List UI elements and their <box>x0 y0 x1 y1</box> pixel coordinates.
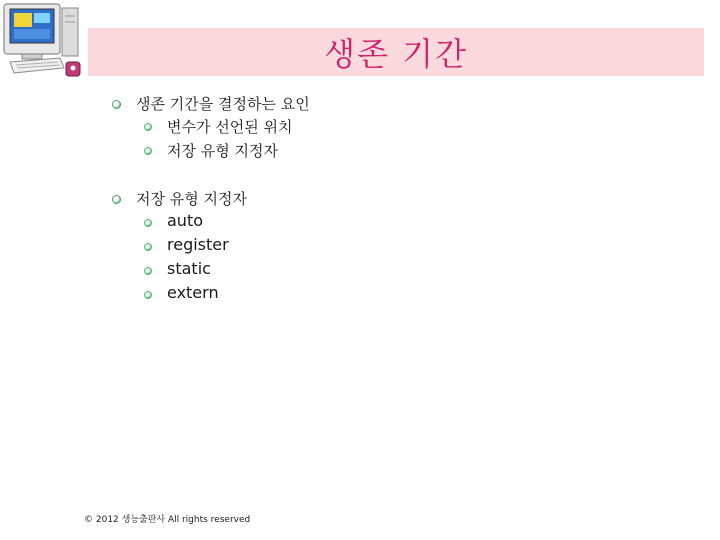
bullet-icon <box>144 267 152 275</box>
section-heading: 생존 기간을 결정하는 요인 <box>136 95 310 113</box>
list-item: extern <box>167 283 219 302</box>
bullet-icon <box>144 219 152 227</box>
list-item: auto <box>167 211 204 230</box>
list-item: 변수가 선언된 위치 <box>167 118 293 136</box>
copyright-footer: © 2012 생능출판사 All rights reserved <box>84 515 251 525</box>
bullet-icon <box>144 243 152 251</box>
bullet-icon <box>144 291 152 299</box>
bullet-icon <box>144 147 152 155</box>
computer-icon <box>0 0 90 82</box>
list-item: static <box>167 259 211 278</box>
list-item: 저장 유형 지정자 <box>167 142 278 160</box>
slide-title: 생존 기간 <box>324 35 468 73</box>
bullet-icon <box>144 123 152 131</box>
section-heading: 저장 유형 지정자 <box>136 190 247 208</box>
list-item: register <box>167 235 229 254</box>
bullet-icon <box>112 100 121 109</box>
bullet-icon <box>112 195 121 204</box>
